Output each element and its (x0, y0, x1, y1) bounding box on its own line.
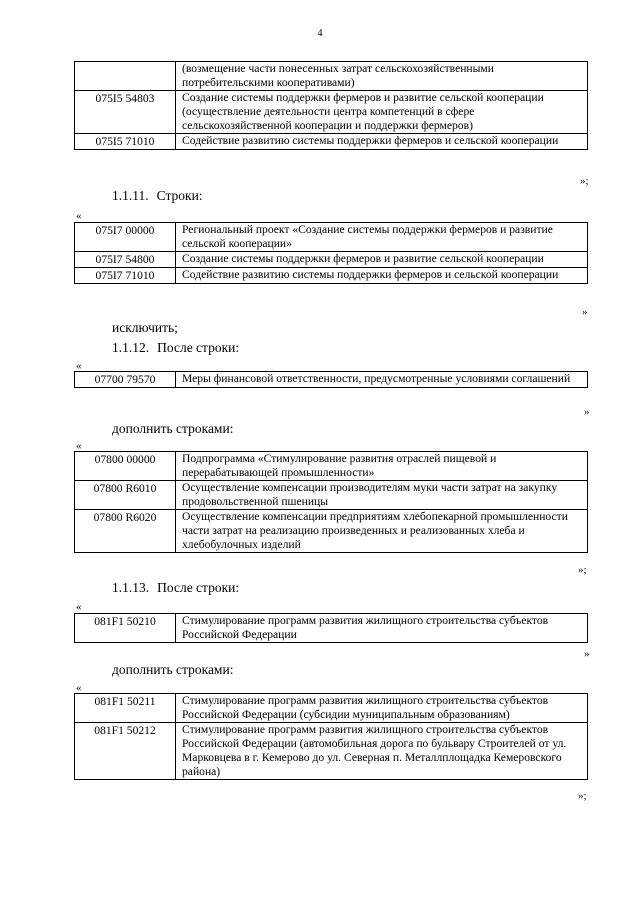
table-row (75, 372, 588, 388)
code-cell: 081F1 50211 (75, 694, 176, 723)
section-heading-1-1-11 (112, 188, 203, 204)
description-cell: Подпрограмма «Стимулирование развития отраслей пищевой и перерабатывающей промышленности» (176, 452, 588, 481)
action-text: исключить; (112, 320, 178, 335)
table-row (75, 91, 588, 134)
code-table-added-rows (74, 451, 588, 553)
open-quote: « (76, 440, 82, 452)
close-quote: »; (578, 790, 587, 802)
section-heading-1-1-13 (112, 580, 239, 596)
description-cell: Стимулирование программ развития жилищного строительства субъектов Российской Федерации (автомобильная дорога по бульвару Строителей от ул. Марковцева в г. Кемерово до ул. Северная п. Металлплощадка Кемеровского района) (176, 723, 588, 780)
table-row (75, 481, 588, 510)
table-row (75, 268, 588, 284)
code-cell: 075I7 00000 (75, 223, 176, 252)
description-cell: Содействие развитию системы поддержки фермеров и сельской кооперации (176, 268, 588, 284)
code-cell: 07700 79570 (75, 372, 176, 388)
description-cell: Региональный проект «Создание системы поддержки фермеров и развитие сельской кооперации» (176, 223, 588, 252)
description-cell: Создание системы поддержки фермеров и развитие сельской кооперации (осуществление деятельности центра компетенций в сфере сельскохозяйственной кооперации и поддержки фермеров) (176, 91, 588, 134)
close-quote: » (582, 306, 588, 318)
code-cell: 07800 00000 (75, 452, 176, 481)
close-quote: » (584, 406, 590, 418)
description-cell: Содействие развитию системы поддержки фермеров и сельской кооперации (176, 134, 588, 150)
code-cell: 075I7 71010 (75, 268, 176, 284)
code-table-anchor-row (74, 613, 588, 643)
description-cell: Создание системы поддержки фермеров и развитие сельской кооперации (176, 252, 588, 268)
action-text: дополнить строками: (112, 662, 234, 677)
table-row (75, 723, 588, 780)
section-heading-1-1-12 (112, 340, 239, 356)
description-cell: Стимулирование программ развития жилищного строительства субъектов Российской Федерации (176, 614, 588, 643)
section-number: 1.1.11. (112, 188, 149, 203)
code-table-continuation (74, 61, 588, 150)
description-cell: Осуществление компенсации производителям муки части затрат на закупку продовольственной пшеницы (176, 481, 588, 510)
table-row (75, 510, 588, 553)
table-row (75, 614, 588, 643)
code-cell: 081F1 50210 (75, 614, 176, 643)
section-number: 1.1.13. (112, 580, 150, 595)
code-cell (75, 62, 176, 91)
description-cell: (возмещение части понесенных затрат сельскохозяйственными потребительскими кооперативами) (176, 62, 588, 91)
code-table-removed-rows (74, 222, 588, 284)
table-row (75, 134, 588, 150)
description-cell: Стимулирование программ развития жилищного строительства субъектов Российской Федерации (субсидии муниципальным образованиям) (176, 694, 588, 723)
code-cell: 07800 R6020 (75, 510, 176, 553)
table-row (75, 252, 588, 268)
table-row (75, 62, 588, 91)
section-title: После строки: (157, 340, 240, 355)
close-quote: » (584, 648, 590, 660)
action-text: дополнить строками: (112, 421, 234, 436)
code-cell: 075I5 71010 (75, 134, 176, 150)
table-row (75, 694, 588, 723)
code-cell: 081F1 50212 (75, 723, 176, 780)
section-title: Строки: (156, 188, 203, 203)
section-number: 1.1.12. (112, 340, 150, 355)
code-table-added-rows (74, 693, 588, 780)
code-cell: 07800 R6010 (75, 481, 176, 510)
open-quote: « (76, 210, 82, 222)
code-table-anchor-row (74, 371, 588, 388)
close-quote: »; (578, 564, 587, 576)
open-quote: « (76, 360, 82, 372)
table-row (75, 223, 588, 252)
open-quote: « (76, 601, 82, 613)
section-title: После строки: (157, 580, 240, 595)
description-cell: Осуществление компенсации предприятиям хлебопекарной промышленности части затрат на реализацию произведенных и реализованных хлеба и хлебобулочных изделий (176, 510, 588, 553)
code-cell: 075I5 54803 (75, 91, 176, 134)
description-cell: Меры финансовой ответственности, предусмотренные условиями соглашений (176, 372, 588, 388)
page-number: 4 (317, 28, 323, 39)
code-cell: 075I7 54800 (75, 252, 176, 268)
table-row (75, 452, 588, 481)
open-quote: « (76, 682, 82, 694)
close-quote: »; (580, 175, 589, 187)
